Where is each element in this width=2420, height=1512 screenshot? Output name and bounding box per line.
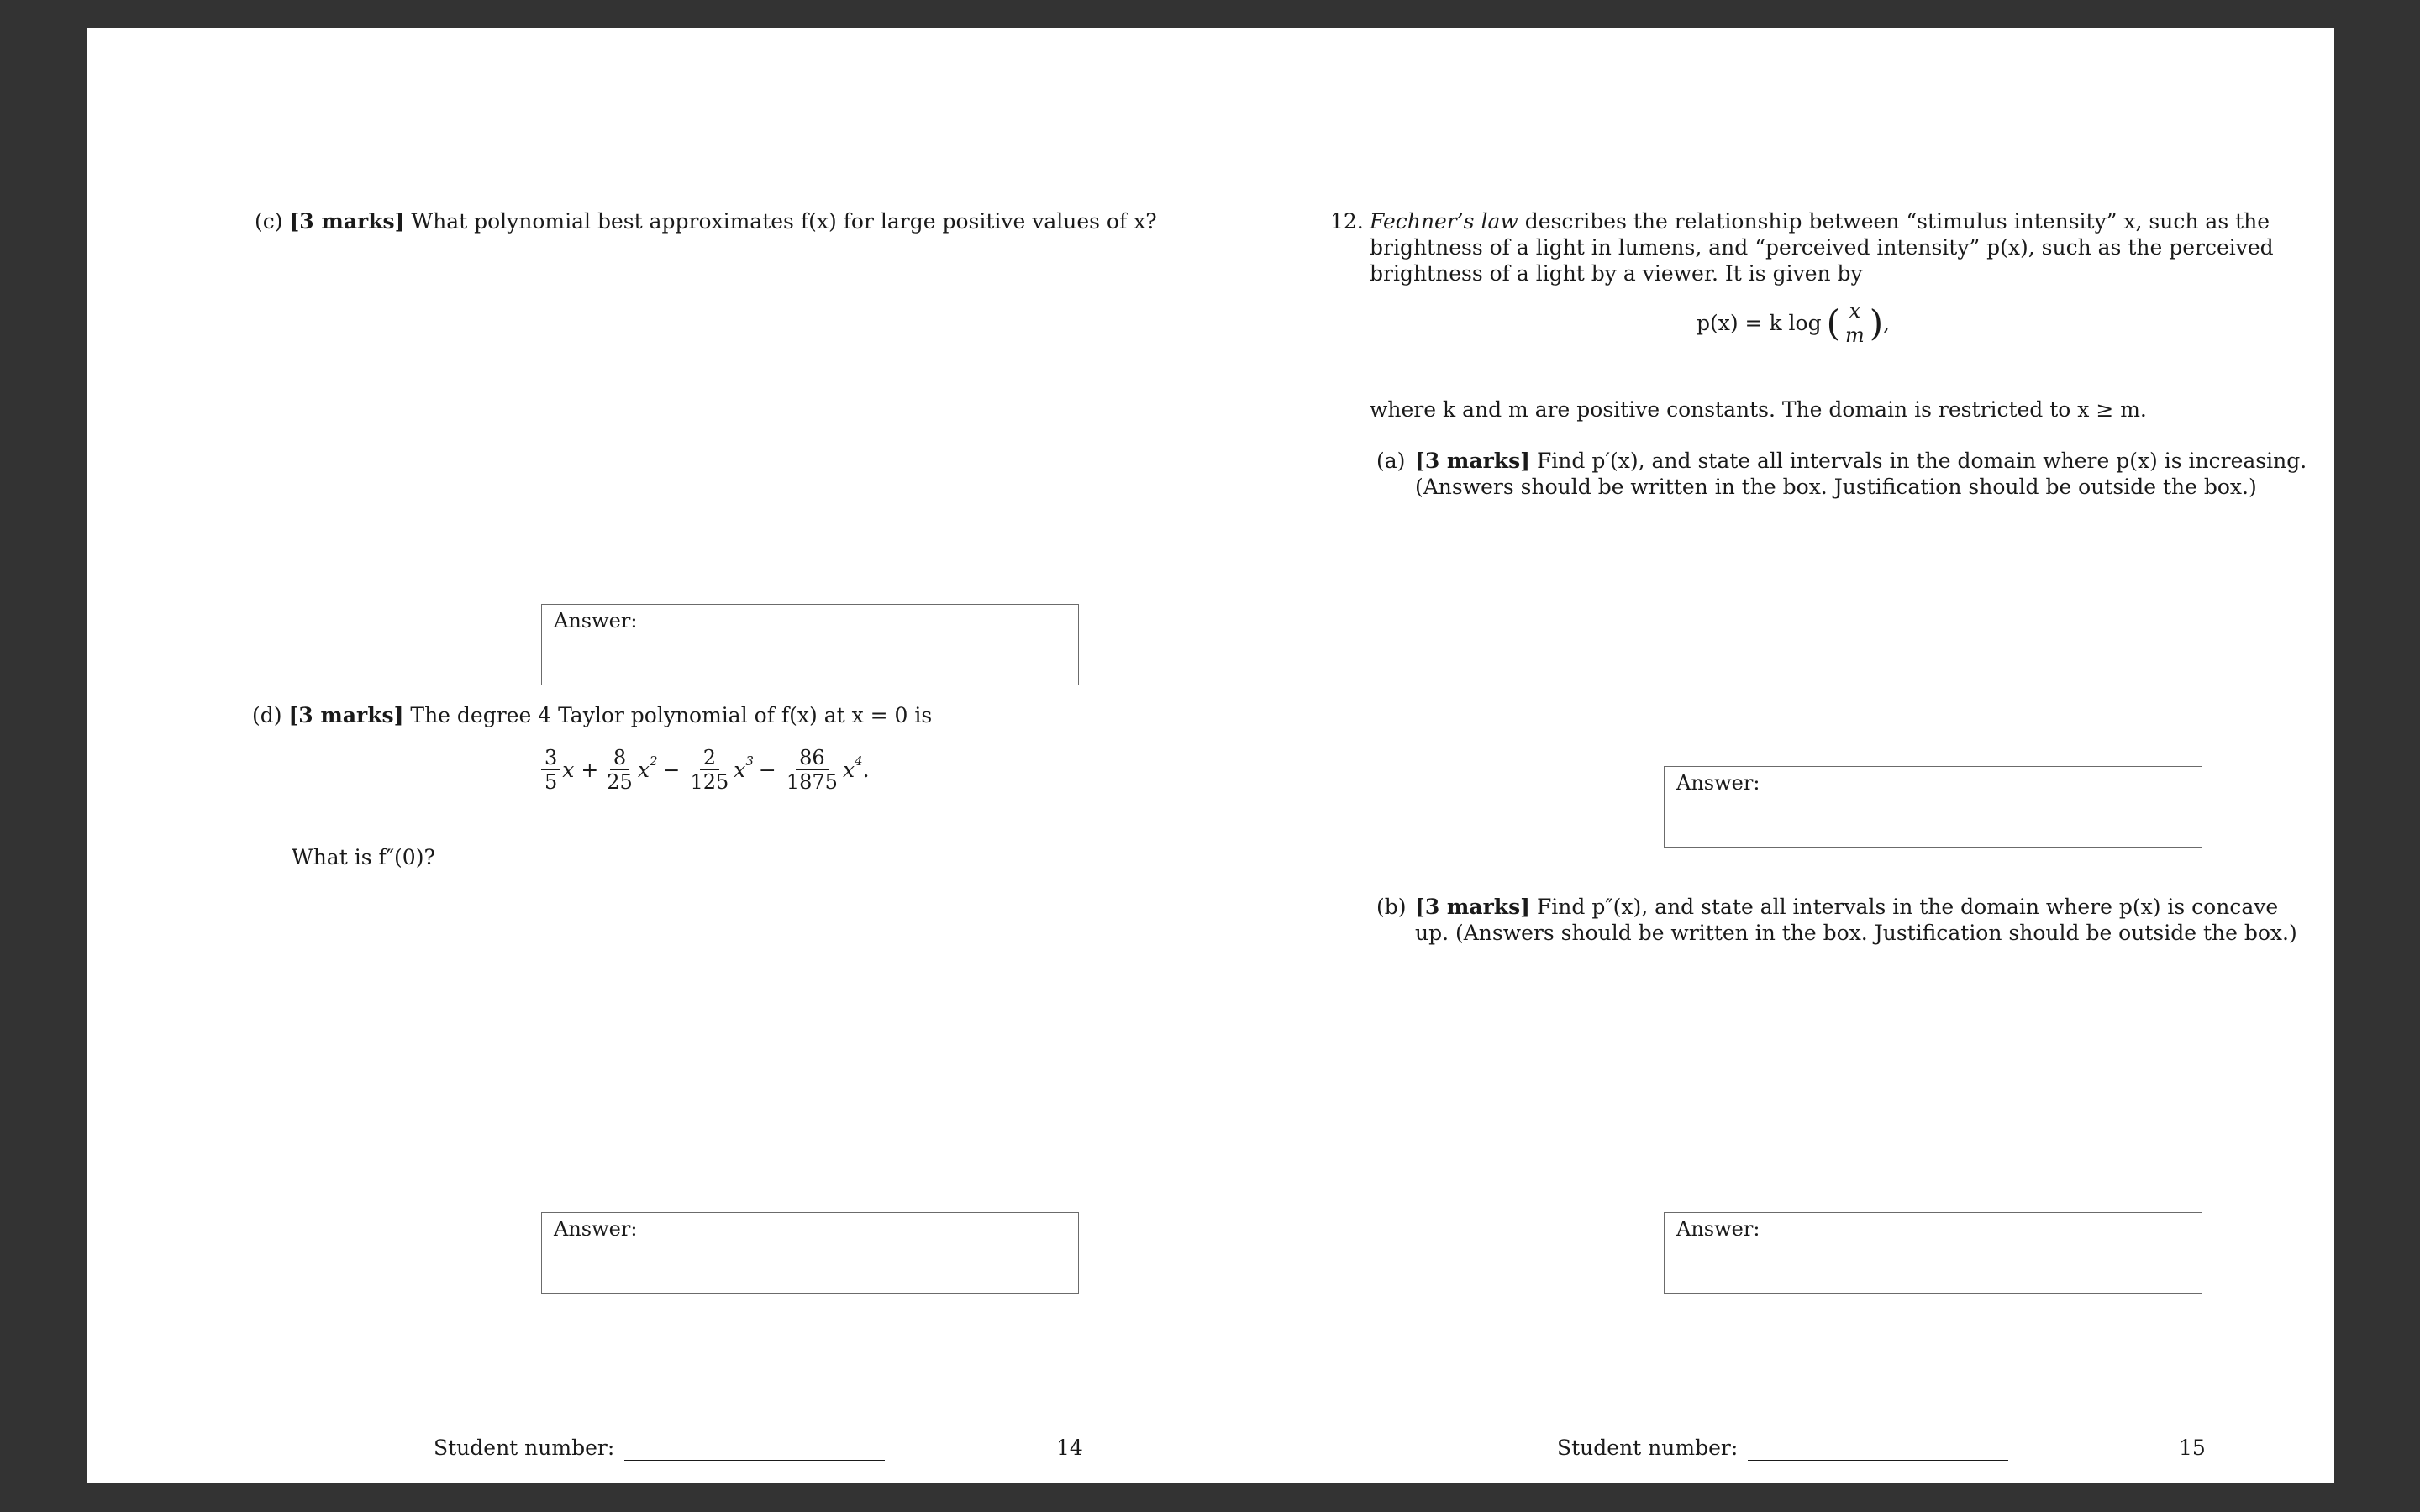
formula-fraction: $\frac{x}{m}$: [1845, 299, 1865, 347]
part-a-line2: (Answers should be written in the box. Justification should be outside the box.): [1415, 475, 2257, 499]
part-b-answer-box[interactable]: [1664, 1212, 2202, 1294]
student-number-label: Student number:: [434, 1436, 615, 1460]
fechners-law-term: Fechner’s law: [1370, 209, 1518, 234]
page-number-right: 15: [2179, 1436, 2206, 1460]
part-c-text: What polynomial best approximates f(x) for large positive values of x?: [411, 209, 1157, 234]
q12-line1: [1370, 208, 2270, 234]
term4-fraction: $\frac{86}{1875}$: [786, 746, 838, 794]
q12-line1-text: describes the relationship between “stimulus intensity” x, such as the: [1524, 209, 2270, 234]
part-b-label: (b): [1376, 895, 1407, 919]
part-a-line1: [1415, 448, 2307, 474]
term2-fraction: $\frac{8}{25}$: [607, 746, 633, 794]
part-a-text: Find p′(x), and state all intervals in the domain where p(x) is increasing.: [1536, 449, 2307, 473]
part-c-marks: [3 marks]: [289, 209, 405, 234]
period: .: [862, 758, 870, 782]
part-d-followup: What is f″(0)?: [292, 845, 435, 869]
operator-minus: −: [758, 758, 776, 782]
student-number-line[interactable]: [624, 1438, 885, 1461]
part-c-answer-box[interactable]: [541, 604, 1079, 685]
q12-line2: brightness of a light in lumens, and “perceived intensity” p(x), such as the perceived: [1370, 235, 2274, 260]
answer-label: Answer:: [1676, 1217, 1760, 1241]
term3-fraction: $\frac{2}{125}$: [690, 746, 729, 794]
answer-label: Answer:: [554, 609, 638, 633]
answer-label: Answer:: [554, 1217, 638, 1241]
operator-minus: −: [662, 758, 681, 782]
term4-var: $x^4$: [842, 753, 863, 782]
q12-line3: brightness of a light by a viewer. It is given by: [1370, 261, 1863, 286]
formula-comma: ,: [1883, 311, 1891, 335]
exam-sheet: [87, 28, 2334, 1483]
part-d-question: [252, 702, 932, 728]
part-d-label: (d): [252, 703, 282, 727]
part-b-text: Find p″(x), and state all intervals in the domain where p(x) is concave: [1536, 895, 2279, 919]
part-c-label: (c): [255, 209, 283, 234]
term3-var: $x^3$: [734, 753, 754, 782]
part-c-question: [255, 208, 1157, 234]
part-a-answer-box[interactable]: [1664, 766, 2202, 848]
part-b-line1: [1415, 894, 2279, 920]
fechner-formula: p(x) = k log ( $\frac{x}{m}$ ) ,: [1697, 299, 1891, 347]
term2-var: $x^2$: [637, 753, 658, 782]
right-footer-student-number: [1557, 1435, 2008, 1461]
part-a-marks: [3 marks]: [1415, 449, 1530, 473]
answer-label: Answer:: [1676, 771, 1760, 795]
term1-fraction: $\frac{3}{5}$: [541, 746, 560, 794]
page-number-left: 14: [1056, 1436, 1083, 1460]
part-d-answer-box[interactable]: [541, 1212, 1079, 1294]
left-footer-student-number: [434, 1435, 885, 1461]
part-a-label: (a): [1376, 449, 1406, 473]
term1-var: x +: [562, 758, 599, 782]
q12-domain-text: where k and m are positive constants. The domain is restricted to x ≥ m.: [1370, 397, 2147, 422]
student-number-line[interactable]: [1748, 1438, 2008, 1461]
part-d-marks: [3 marks]: [288, 703, 404, 727]
formula-lhs: p(x) = k log: [1697, 311, 1822, 335]
student-number-label: Student number:: [1557, 1436, 1739, 1460]
taylor-polynomial: [539, 746, 870, 794]
part-b-marks: [3 marks]: [1415, 895, 1530, 919]
part-b-line2: up. (Answers should be written in the box. Justification should be outside the box.): [1415, 921, 2297, 945]
part-d-text: The degree 4 Taylor polynomial of f(x) at x = 0 is: [410, 703, 933, 727]
question-12-number: 12.: [1330, 209, 1364, 234]
